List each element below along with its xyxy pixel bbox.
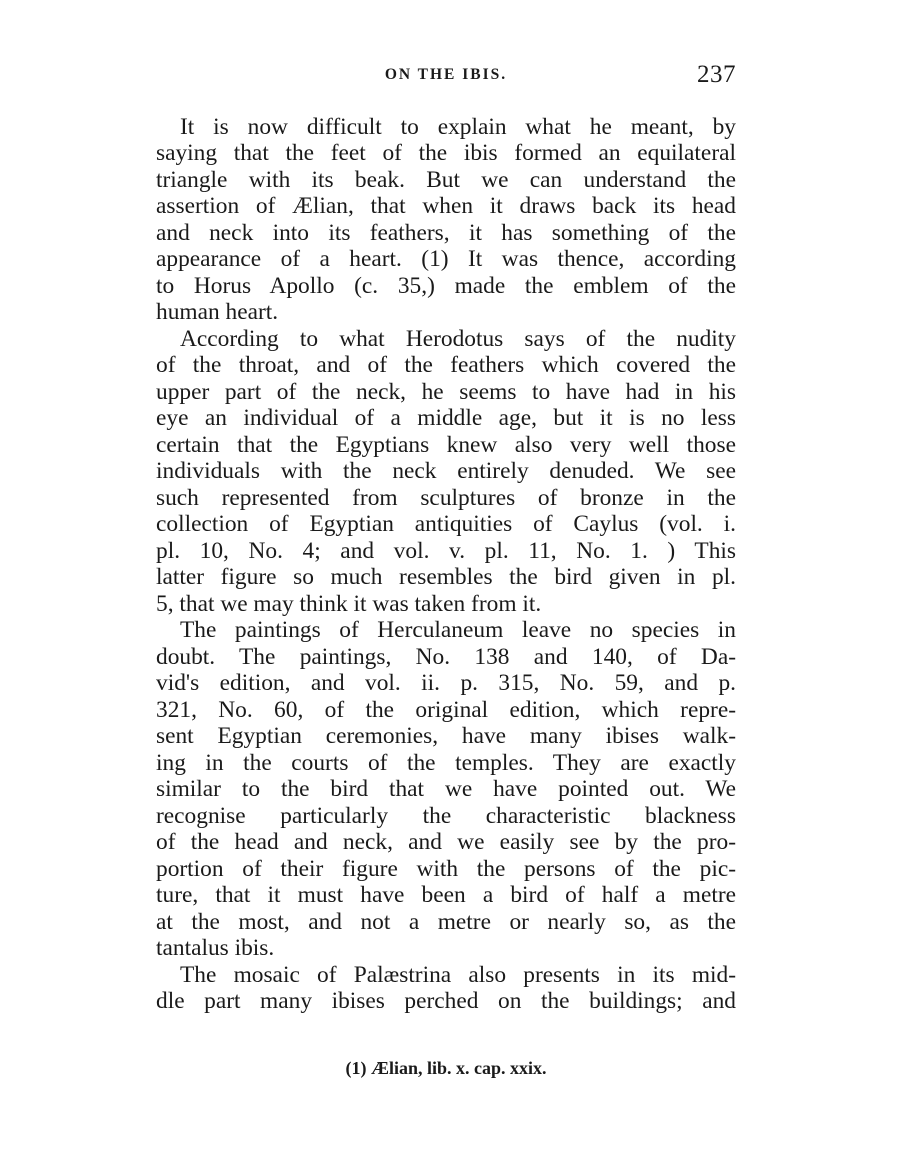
body-line: ture, that it must have been a bird of half a metre: [156, 882, 736, 908]
body-line: pl. 10, No. 4; and vol. v. pl. 11, No. 1. ) This: [156, 538, 736, 564]
body-line: collection of Egyptian antiquities of Caylus (vol. i.: [156, 511, 736, 537]
body-line: certain that the Egyptians knew also very well those: [156, 432, 736, 458]
body-line: saying that the feet of the ibis formed an equilateral: [156, 140, 736, 166]
body-line: The mosaic of Palæstrina also presents in its mid-: [180, 962, 736, 988]
body-line: triangle with its beak. But we can understand the: [156, 167, 736, 193]
body-line: at the most, and not a metre or nearly so, as the: [156, 909, 736, 935]
body-line: latter figure so much resembles the bird given in pl.: [156, 564, 736, 590]
body-line: The paintings of Herculaneum leave no species in: [180, 617, 736, 643]
body-line: and neck into its feathers, it has something of the: [156, 220, 736, 246]
body-line: of the head and neck, and we easily see by the pro-: [156, 829, 736, 855]
body-line: upper part of the neck, he seems to have had in his: [156, 379, 736, 405]
body-line: recognise particularly the characteristic blackness: [156, 803, 736, 829]
body-line: to Horus Apollo (c. 35,) made the emblem of the: [156, 273, 736, 299]
body-line: human heart.: [156, 299, 279, 325]
running-head: [156, 61, 736, 94]
body-line: ing in the courts of the temples. They are exactly: [156, 750, 736, 776]
page-number: 237: [697, 61, 736, 88]
body-line: appearance of a heart. (1) It was thence, according: [156, 246, 736, 272]
running-title: ON THE IBIS.: [384, 66, 508, 83]
body-line: sent Egyptian ceremonies, have many ibises walk-: [156, 723, 736, 749]
body-line: such represented from sculptures of bronze in the: [156, 485, 736, 511]
body-line: According to what Herodotus says of the nudity: [180, 326, 736, 352]
body-line: tantalus ibis.: [156, 935, 275, 961]
body-line: assertion of Ælian, that when it draws back its head: [156, 193, 736, 219]
body-line: vid's edition, and vol. ii. p. 315, No. 59, and p.: [156, 670, 736, 696]
body-line: eye an individual of a middle age, but it is no less: [156, 405, 736, 431]
body-line: portion of their figure with the persons of the pic-: [156, 856, 736, 882]
body-line: dle part many ibises perched on the buildings; and: [156, 988, 736, 1014]
body-line: similar to the bird that we have pointed out. We: [156, 776, 736, 802]
body-line: It is now difficult to explain what he meant, by: [180, 114, 736, 140]
footnote: (1) Ælian, lib. x. cap. xxix.: [345, 1058, 547, 1078]
body-line: doubt. The paintings, No. 138 and 140, of Da-: [156, 644, 736, 670]
body-line: of the throat, and of the feathers which covered the: [156, 352, 736, 378]
body-line: 5, that we may think it was taken from it.: [156, 591, 542, 617]
body-line: 321, No. 60, of the original edition, which repre-: [156, 697, 736, 723]
body-line: individuals with the neck entirely denuded. We see: [156, 458, 736, 484]
